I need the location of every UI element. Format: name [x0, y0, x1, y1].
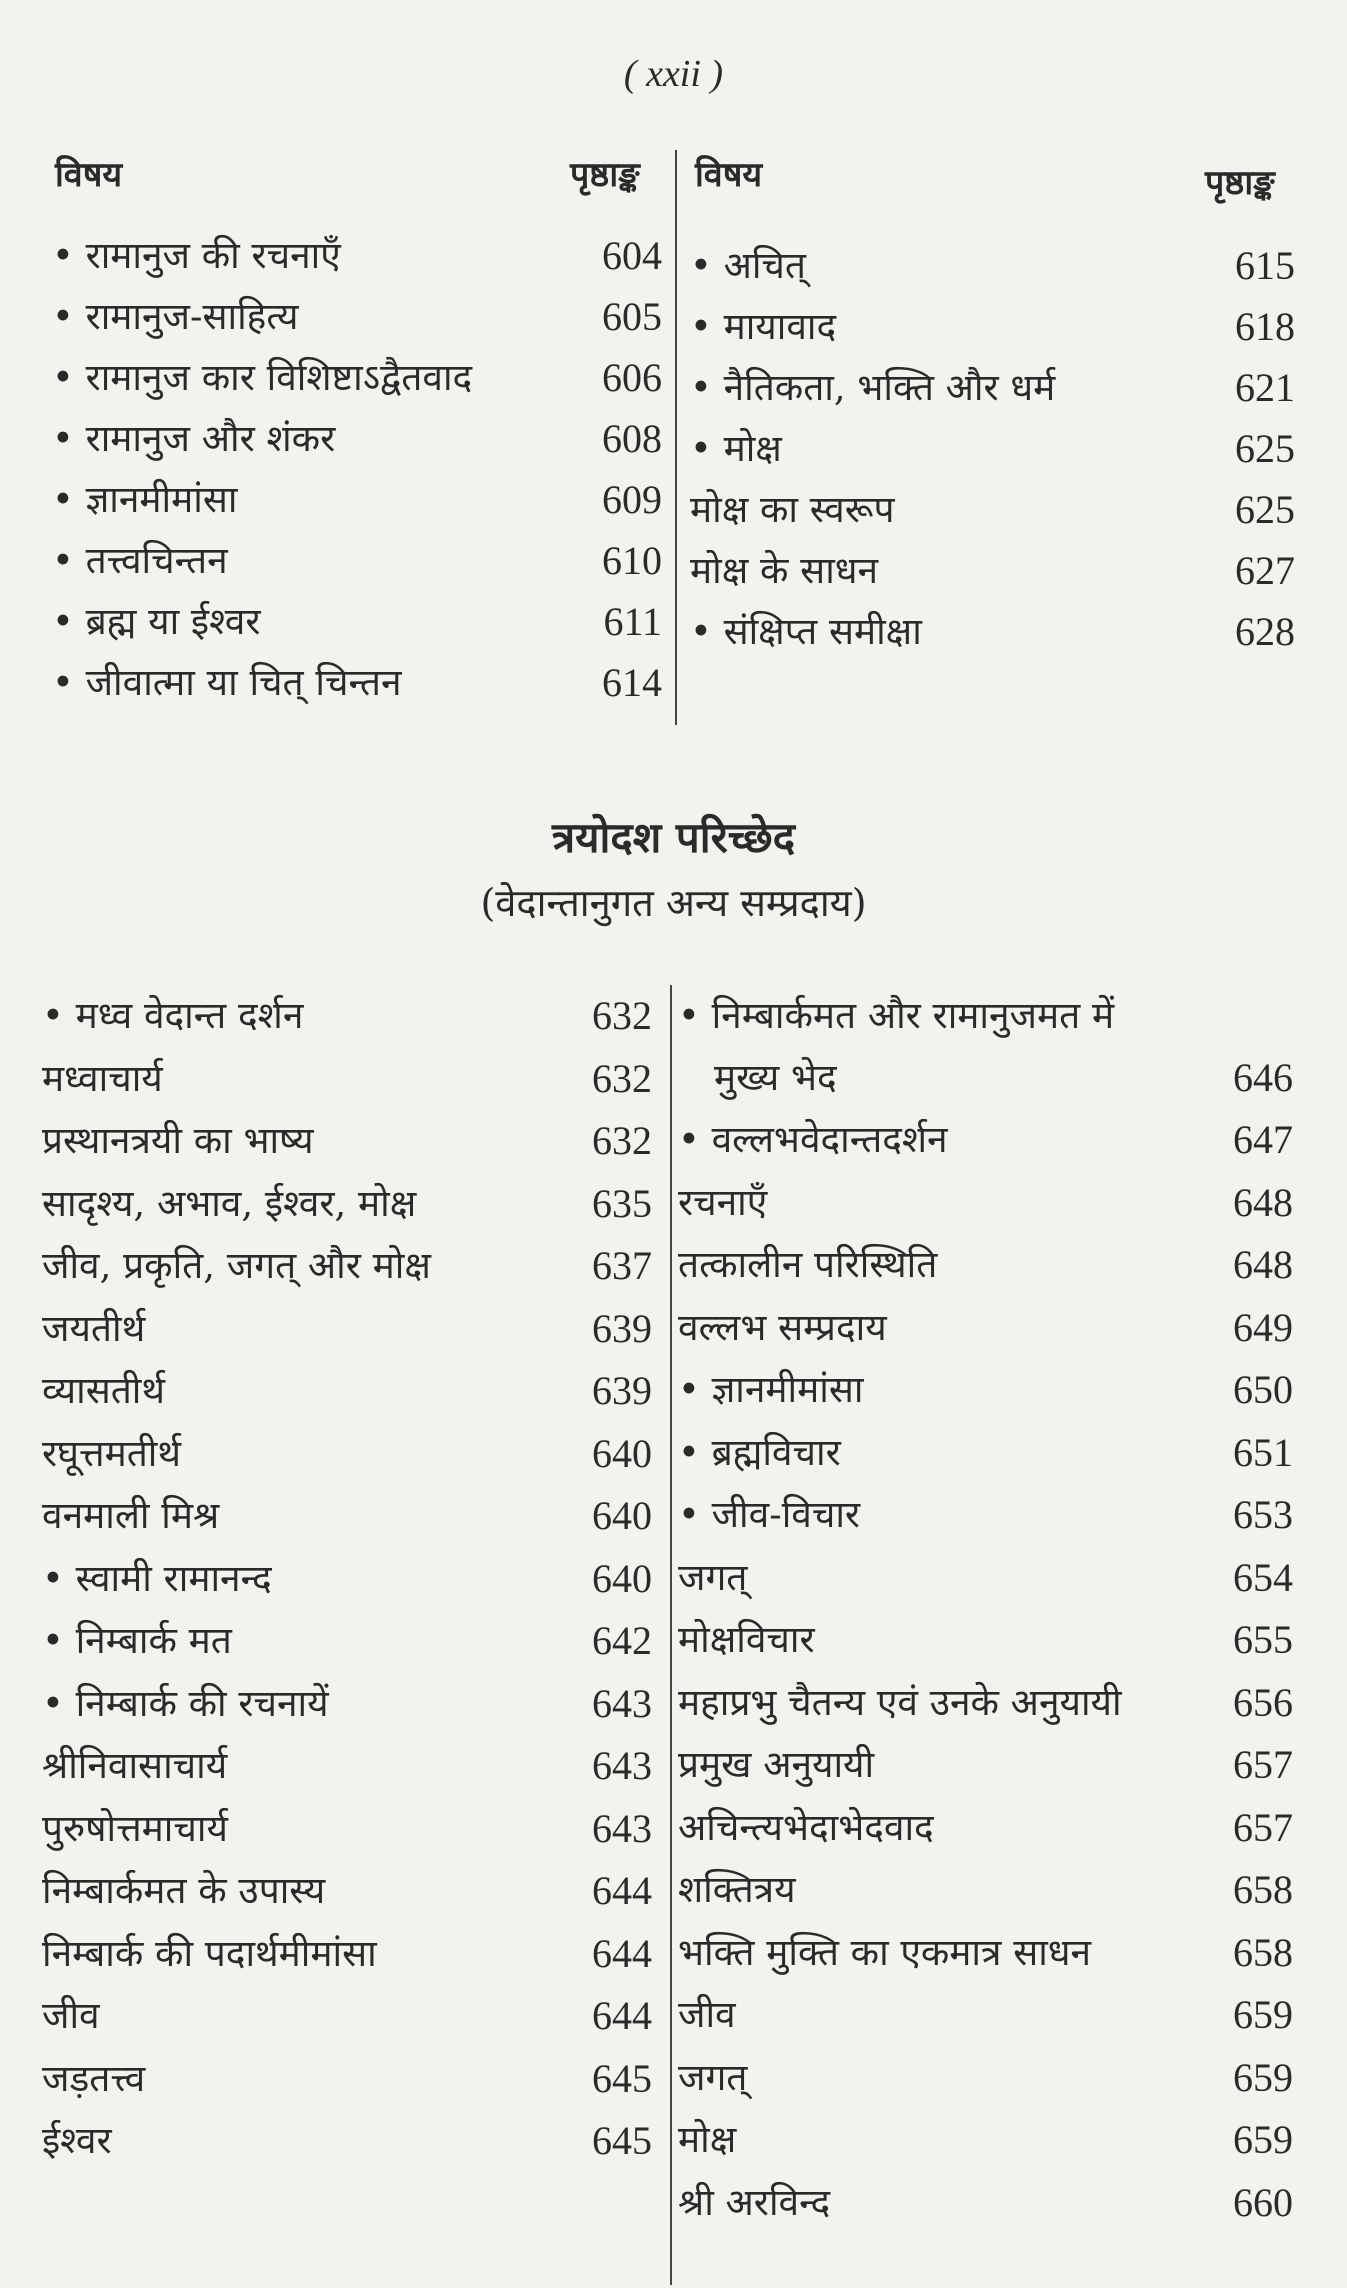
toc-entry — [678, 1984, 1303, 2046]
toc-entry-title: प्रमुख अनुयायी — [678, 1743, 875, 1786]
toc-entry — [678, 1797, 1303, 1859]
toc-entry-page: 639 — [592, 1305, 652, 1351]
toc-entry-title: अचिन्त्यभेदाभेदवाद — [678, 1805, 934, 1849]
toc-entry-title: जीव — [678, 1993, 736, 2036]
toc-entry-page: 635 — [592, 1180, 652, 1226]
column-divider — [670, 985, 672, 2285]
toc-entry-page: 657 — [1233, 1742, 1293, 1787]
toc-left-column — [52, 225, 672, 705]
toc-entry — [678, 1359, 1303, 1421]
toc-entry-title: ईश्वर — [42, 2119, 112, 2162]
toc-entry-title: मोक्ष के साधन — [690, 549, 879, 592]
toc-entry-title: मोक्ष — [678, 2118, 737, 2161]
toc-entry-page: 659 — [1233, 1992, 1293, 2037]
toc-entry-title: जीव, प्रकृति, जगत् और मोक्ष — [42, 1244, 431, 1287]
toc-entry — [42, 1423, 662, 1485]
toc-entry — [678, 1484, 1303, 1546]
toc-entry-title: • निम्बार्कमत और रामानुजमत में — [678, 994, 1115, 1037]
toc-entry-page: 657 — [1233, 1804, 1293, 1850]
column-divider — [675, 150, 677, 725]
toc-entry-page: 632 — [592, 1118, 652, 1163]
toc-entry-title: • रामानुज की रचनाएँ — [52, 234, 341, 277]
page-number: ( xxii ) — [623, 53, 724, 95]
toc-entry-title: पुरुषोत्तमाचार्य — [42, 1806, 228, 1850]
toc-entry — [42, 1548, 662, 1610]
toc-entry-page: 659 — [1233, 2054, 1293, 2100]
toc-entry — [42, 1235, 662, 1297]
toc-entry — [42, 1610, 662, 1672]
toc-entry-title-continued: मुख्य भेद — [714, 1056, 837, 1099]
toc-entry-title: मोक्ष का स्वरूप — [690, 488, 895, 531]
toc-entry-title: • जीव-विचार — [678, 1493, 861, 1536]
toc-entry — [690, 235, 1305, 297]
toc-entry — [690, 418, 1305, 480]
toc-entry — [42, 1173, 662, 1235]
toc-entry-page: 643 — [592, 1743, 652, 1788]
toc-entry-page: 642 — [592, 1618, 652, 1663]
toc-entry-page: 611 — [603, 599, 662, 644]
toc-entry-page: 632 — [592, 993, 652, 1038]
toc-entry — [52, 408, 672, 470]
toc-entry — [42, 1048, 662, 1110]
toc-entry-page: 632 — [592, 1055, 652, 1101]
toc-entry — [52, 652, 672, 714]
toc-entry-title: जीव — [42, 1994, 100, 2037]
toc-entry-page: 621 — [1235, 365, 1295, 410]
toc-entry — [42, 1860, 662, 1922]
toc-entry-title: • निम्बार्क मत — [42, 1619, 232, 1662]
toc-entry — [52, 530, 672, 592]
toc-entry-title: व्यासतीर्थ — [42, 1369, 166, 1412]
toc-entry — [678, 2172, 1303, 2234]
toc-entry-title: वनमाली मिश्र — [42, 1494, 220, 1537]
toc-right-column — [678, 985, 1303, 2285]
toc-entry — [52, 286, 672, 348]
toc-entry-title: • ज्ञानमीमांसा — [678, 1368, 864, 1411]
toc-entry-page: 609 — [602, 477, 662, 522]
toc-entry-title: रघूत्तमतीर्थ — [42, 1431, 182, 1475]
toc-entry-title: सादृश्य, अभाव, ईश्वर, मोक्ष — [42, 1181, 417, 1225]
toc-entry-page: 643 — [592, 1680, 652, 1726]
toc-entry-title: • ब्रह्मविचार — [678, 1430, 841, 1474]
toc-entry — [678, 1547, 1303, 1609]
chapter-title: त्रयोदश परिच्छेद — [551, 813, 796, 862]
toc-entry-page: 627 — [1235, 548, 1295, 593]
toc-entry — [678, 1734, 1303, 1796]
toc-entry-page: 651 — [1233, 1429, 1293, 1475]
toc-entry — [678, 1172, 1303, 1234]
toc-entry — [678, 1297, 1303, 1359]
toc-entry-page: 646 — [1233, 1055, 1293, 1100]
toc-entry — [678, 2109, 1303, 2171]
toc-entry — [690, 479, 1305, 541]
toc-entry-page: 628 — [1235, 609, 1295, 654]
toc-entry-page: 644 — [592, 1993, 652, 2038]
toc-entry-title: • वल्लभवेदान्तदर्शन — [678, 1118, 948, 1161]
chapter-subtitle: (वेदान्तानुगत अन्य सम्प्रदाय) — [480, 881, 867, 925]
toc-entry-page: 637 — [592, 1243, 652, 1288]
toc-entry — [678, 1234, 1303, 1296]
toc-entry-title: निम्बार्क की पदार्थमीमांसा — [42, 1931, 377, 1975]
left-page-header: पृष्ठाङ्क — [570, 155, 640, 195]
toc-entry-page: 648 — [1233, 1242, 1293, 1287]
toc-entry — [42, 2110, 662, 2172]
toc-entry-page: 605 — [602, 294, 662, 339]
toc-section-1 — [0, 150, 1347, 730]
toc-entry-title: प्रस्थानत्रयी का भाष्य — [42, 1119, 314, 1162]
toc-section-2 — [0, 985, 1347, 2285]
toc-entry-title: • रामानुज कार विशिष्टाऽद्वैतवाद — [52, 356, 473, 399]
toc-entry — [678, 1672, 1303, 1734]
toc-entry-title: • संक्षिप्त समीक्षा — [690, 610, 922, 653]
toc-entry — [690, 540, 1305, 602]
toc-entry — [678, 1859, 1303, 1921]
toc-entry-page: 645 — [592, 2055, 652, 2101]
toc-entry — [678, 985, 1303, 1109]
toc-entry — [42, 1485, 662, 1547]
toc-entry-title: • स्वामी रामानन्द — [42, 1556, 272, 1600]
toc-entry-page: 658 — [1233, 1867, 1293, 1912]
toc-entry-page: 644 — [592, 1868, 652, 1913]
toc-entry — [42, 1360, 662, 1422]
toc-entry-title: • रामानुज-साहित्य — [52, 295, 299, 338]
toc-entry-title: • जीवात्मा या चित् चिन्तन — [52, 661, 402, 704]
toc-entry — [42, 1298, 662, 1360]
toc-entry-page: 650 — [1233, 1367, 1293, 1412]
toc-entry-title: मध्वाचार्य — [42, 1056, 163, 1100]
toc-entry — [52, 347, 672, 409]
toc-entry-title: • मोक्ष — [690, 427, 782, 470]
toc-entry-title: • ज्ञानमीमांसा — [52, 478, 238, 521]
toc-entry-page: 625 — [1235, 426, 1295, 471]
toc-entry-page: 647 — [1233, 1117, 1293, 1162]
toc-entry-title: शक्तित्रय — [678, 1868, 796, 1911]
toc-entry-title: निम्बार्कमत के उपास्य — [42, 1869, 326, 1912]
toc-right-column — [690, 235, 1305, 675]
toc-entry-page: 648 — [1233, 1179, 1293, 1225]
toc-entry-page: 608 — [602, 416, 662, 461]
toc-entry-title: मोक्षविचार — [678, 1618, 815, 1661]
toc-entry-title: तत्कालीन परिस्थिति — [678, 1243, 938, 1286]
toc-entry-page: 658 — [1233, 1929, 1293, 1975]
toc-entry-page: 649 — [1233, 1304, 1293, 1350]
toc-entry-page: 618 — [1235, 304, 1295, 349]
toc-entry-title: • तत्त्वचिन्तन — [52, 539, 228, 582]
toc-entry-title: • रामानुज और शंकर — [52, 417, 336, 460]
toc-entry — [42, 1110, 662, 1172]
toc-entry-page: 639 — [592, 1368, 652, 1413]
toc-entry — [52, 225, 672, 287]
toc-entry-page: 660 — [1233, 2179, 1293, 2225]
toc-entry-page: 656 — [1233, 1679, 1293, 1725]
toc-entry — [52, 469, 672, 531]
toc-entry-title: वल्लभ सम्प्रदाय — [678, 1305, 887, 1349]
toc-entry — [678, 2047, 1303, 2109]
toc-entry-page: 644 — [592, 1930, 652, 1976]
toc-entry-title: श्रीनिवासाचार्य — [42, 1744, 228, 1787]
toc-entry-page: 625 — [1235, 487, 1295, 532]
toc-entry-page: 653 — [1233, 1492, 1293, 1537]
toc-entry-page: 659 — [1233, 2117, 1293, 2162]
toc-entry-title: • मायावाद — [690, 305, 837, 348]
toc-entry — [52, 591, 672, 653]
toc-entry-title: रचनाएँ — [678, 1180, 768, 1224]
toc-entry — [690, 296, 1305, 358]
toc-entry — [678, 1922, 1303, 1984]
toc-entry-page: 640 — [592, 1555, 652, 1601]
toc-entry-page: 610 — [602, 538, 662, 583]
toc-entry-title: महाप्रभु चैतन्य एवं उनके अनुयायी — [678, 1680, 1122, 1724]
toc-entry-page: 654 — [1233, 1554, 1293, 1600]
toc-entry — [678, 1422, 1303, 1484]
toc-entry-page: 643 — [592, 1805, 652, 1851]
toc-entry-title: • निम्बार्क की रचनायें — [42, 1681, 329, 1725]
toc-entry — [42, 2048, 662, 2110]
right-subject-header: विषय — [695, 155, 763, 195]
toc-entry — [678, 1609, 1303, 1671]
toc-entry-title: भक्ति मुक्ति का एकमात्र साधन — [678, 1930, 1092, 1974]
toc-entry-page: 606 — [602, 355, 662, 400]
toc-entry — [42, 1923, 662, 1985]
toc-entry-title: जगत् — [678, 1555, 748, 1599]
toc-entry-page: 615 — [1235, 243, 1295, 288]
toc-entry-title: • नैतिकता, भक्ति और धर्म — [690, 366, 1056, 409]
left-subject-header: विषय — [55, 155, 123, 195]
toc-entry-page: 640 — [592, 1430, 652, 1476]
toc-entry-title: जगत् — [678, 2055, 748, 2099]
toc-entry — [690, 601, 1305, 663]
toc-entry — [678, 1109, 1303, 1171]
toc-entry — [690, 357, 1305, 419]
toc-entry-title: • ब्रह्म या ईश्वर — [52, 600, 261, 643]
toc-entry-title: जयतीर्थ — [42, 1306, 146, 1350]
toc-entry-title: जड़तत्त्व — [42, 2056, 146, 2100]
toc-entry — [42, 1673, 662, 1735]
toc-entry-page: 640 — [592, 1493, 652, 1538]
toc-entry-title: • मध्व वेदान्त दर्शन — [42, 994, 304, 1037]
toc-entry-page: 645 — [592, 2118, 652, 2163]
toc-entry — [42, 1985, 662, 2047]
toc-left-column — [42, 985, 662, 2185]
toc-entry — [42, 1735, 662, 1797]
toc-entry-title: • अचित् — [690, 244, 807, 287]
toc-entry — [42, 1798, 662, 1860]
toc-entry — [42, 985, 662, 1047]
toc-entry-page: 655 — [1233, 1617, 1293, 1662]
right-page-header: पृष्ठाङ्क — [1205, 163, 1275, 203]
toc-entry-title: श्री अरविन्द — [678, 2180, 831, 2224]
toc-entry-page: 604 — [602, 233, 662, 278]
toc-entry-page: 614 — [602, 660, 662, 705]
